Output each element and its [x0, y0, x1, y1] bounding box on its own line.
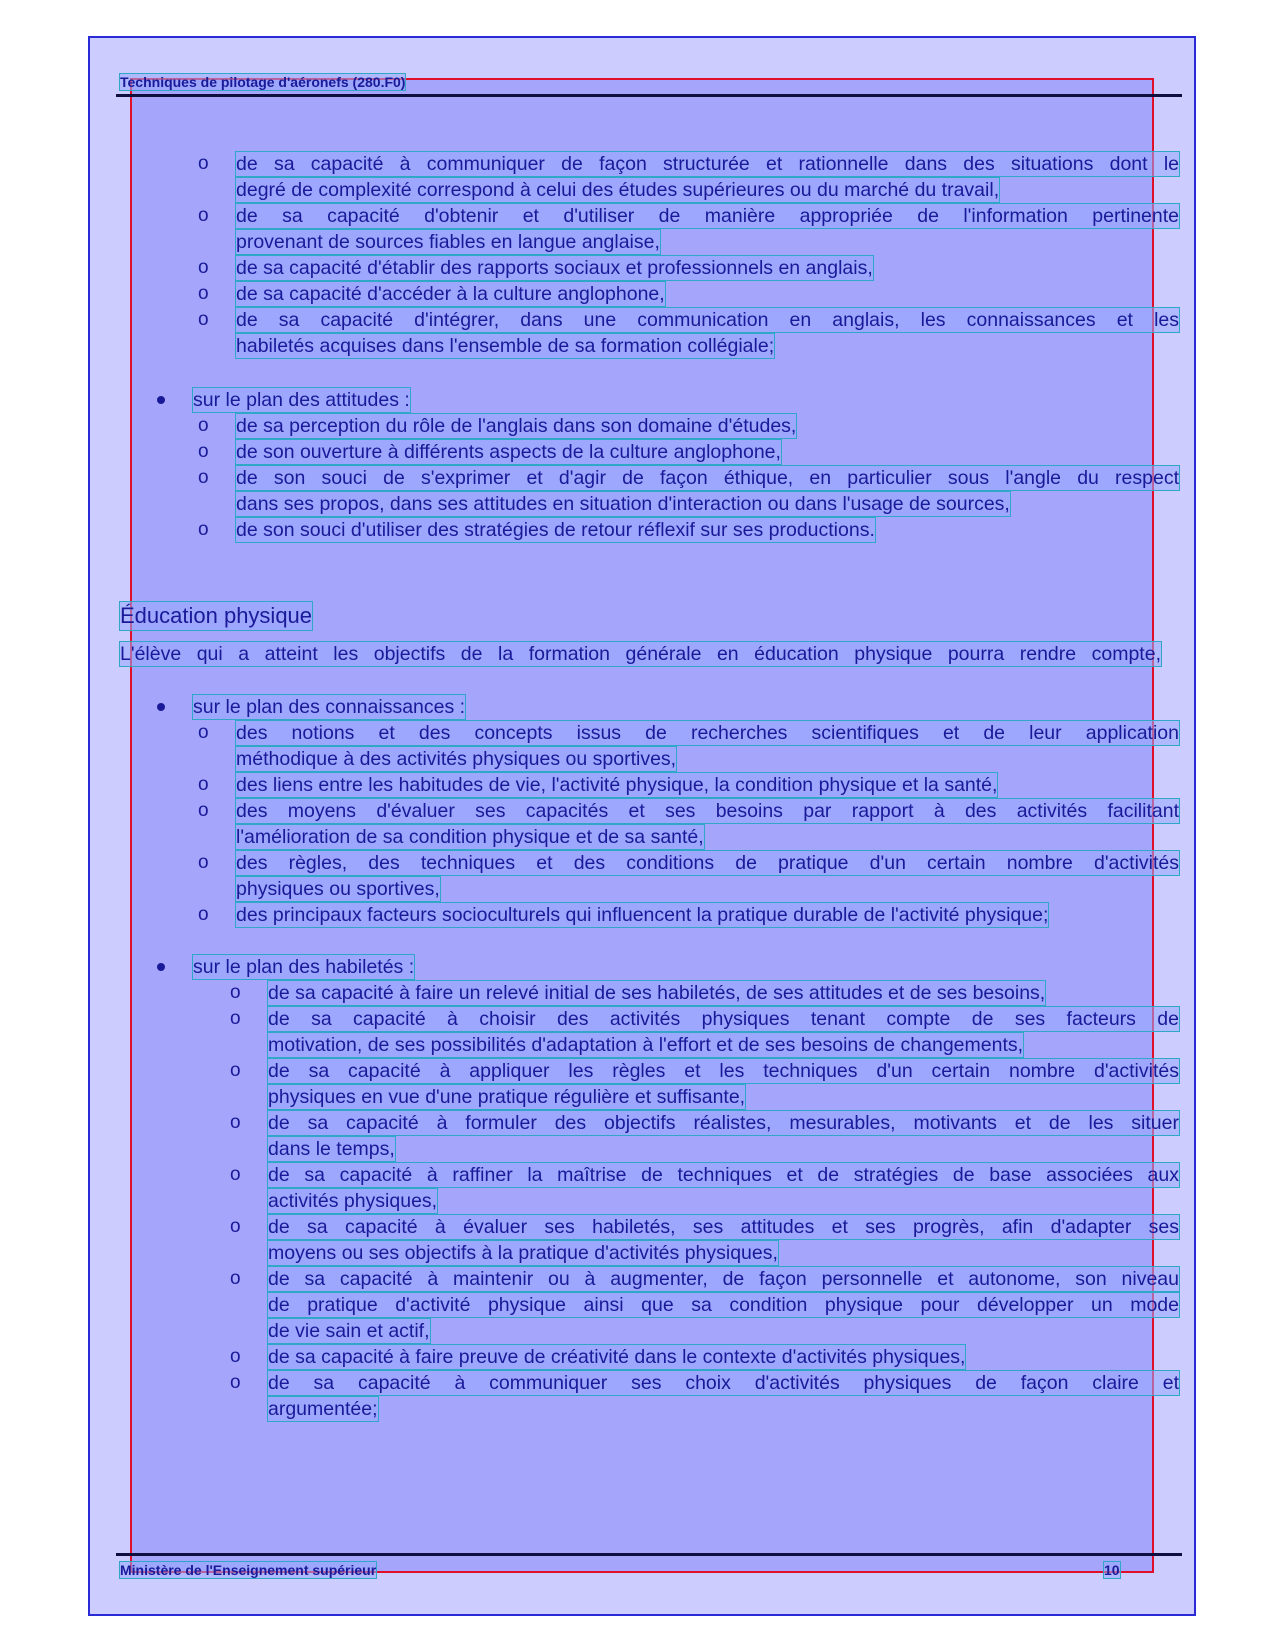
list-item: de sa capacité d'obtenir et d'utiliser de manière appropriée de l'information pertinente [236, 205, 1179, 227]
list-heading: sur le plan des habiletés : [193, 956, 415, 978]
list-item: de sa capacité à faire preuve de créativité dans le contexte d'activités physiques, [268, 1346, 966, 1368]
sub-bullet: o [230, 1008, 241, 1029]
sub-bullet: o [230, 1164, 241, 1185]
list-item-cont: habiletés acquises dans l'ensemble de sa formation collégiale; [236, 335, 775, 357]
list-item: des liens entre les habitudes de vie, l'activité physique, la condition physique et la santé, [236, 774, 998, 796]
sub-bullet: o [230, 982, 241, 1003]
list-item: de sa capacité d'accéder à la culture anglophone, [236, 283, 665, 305]
sub-bullet: o [198, 852, 209, 873]
bullet [157, 703, 165, 711]
sub-bullet: o [198, 415, 209, 436]
sub-bullet: o [198, 519, 209, 540]
list-item: de son ouverture à différents aspects de la culture anglophone, [236, 441, 781, 463]
sub-bullet: o [198, 283, 209, 304]
running-header: Techniques de pilotage d'aéronefs (280.F0) [120, 74, 406, 90]
header-rule [116, 94, 1182, 97]
sub-bullet: o [198, 441, 209, 462]
sub-bullet: o [230, 1216, 241, 1237]
list-item-cont: dans ses propos, dans ses attitudes en situation d'interaction ou dans l'usage de sources, [236, 493, 1010, 515]
list-item: de sa capacité à appliquer les règles et les techniques d'un certain nombre d'activités [268, 1060, 1179, 1082]
sub-bullet: o [198, 722, 209, 743]
sub-bullet: o [198, 257, 209, 278]
list-item: des notions et des concepts issus de recherches scientifiques et de leur application [236, 722, 1179, 744]
sub-bullet: o [198, 467, 209, 488]
sub-bullet: o [198, 205, 209, 226]
list-item: de sa capacité à maintenir ou à augmenter, de façon personnelle et autonome, son niveau [268, 1268, 1179, 1290]
sub-bullet: o [230, 1060, 241, 1081]
list-item: de sa capacité d'intégrer, dans une communication en anglais, les connaissances et les [236, 309, 1179, 331]
list-item-cont: physiques en vue d'une pratique régulière et suffisante, [268, 1086, 746, 1108]
sub-bullet: o [198, 904, 209, 925]
sub-bullet: o [198, 800, 209, 821]
list-item: de sa capacité d'établir des rapports sociaux et professionnels en anglais, [236, 257, 873, 279]
footer-rule [116, 1553, 1182, 1556]
sub-bullet: o [230, 1372, 241, 1393]
list-item: de sa capacité à communiquer ses choix d'activités physiques de façon claire et [268, 1372, 1179, 1394]
list-item: de sa capacité à évaluer ses habiletés, ses attitudes et ses progrès, afin d'adapter ses [268, 1216, 1179, 1238]
list-item-cont: dans le temps, [268, 1138, 395, 1160]
list-item: de sa capacité à raffiner la maîtrise de techniques et de stratégies de base associées aux [268, 1164, 1179, 1186]
list-item: des règles, des techniques et des conditions de pratique d'un certain nombre d'activités [236, 852, 1179, 874]
list-item: de son souci de s'exprimer et d'agir de façon éthique, en particulier sous l'angle du respect [236, 467, 1179, 489]
sub-bullet: o [198, 153, 209, 174]
bullet [157, 396, 165, 404]
sub-bullet: o [230, 1346, 241, 1367]
list-item-cont: de pratique d'activité physique ainsi que sa condition physique pour développer un mode [268, 1294, 1179, 1316]
list-item: de sa capacité à formuler des objectifs réalistes, mesurables, motivants et de les situer [268, 1112, 1179, 1134]
list-item-cont: physiques ou sportives, [236, 878, 440, 900]
running-footer: Ministère de l'Enseignement supérieur [120, 1562, 377, 1578]
list-item: de sa capacité à faire un relevé initial de ses habiletés, de ses attitudes et de ses besoins, [268, 982, 1046, 1004]
bullet [157, 963, 165, 971]
list-item-cont: l'amélioration de sa condition physique et de sa santé, [236, 826, 704, 848]
list-heading: sur le plan des connaissances : [193, 696, 466, 718]
list-item-cont: argumentée; [268, 1398, 378, 1420]
list-item: des moyens d'évaluer ses capacités et ses besoins par rapport à des activités facilitant [236, 800, 1179, 822]
list-item: de son souci d'utiliser des stratégies de retour réflexif sur ses productions. [236, 519, 875, 541]
list-item-cont: de vie sain et actif, [268, 1320, 430, 1342]
sub-bullet: o [198, 309, 209, 330]
list-item-cont: méthodique à des activités physiques ou sportives, [236, 748, 677, 770]
list-item: de sa perception du rôle de l'anglais dans son domaine d'études, [236, 415, 797, 437]
list-item: de sa capacité à communiquer de façon structurée et rationnelle dans des situations dont le [236, 153, 1179, 175]
list-heading: sur le plan des attitudes : [193, 389, 410, 411]
list-item-cont: motivation, de ses possibilités d'adaptation à l'effort et de ses besoins de changements, [268, 1034, 1024, 1056]
list-item-cont: provenant de sources fiables en langue anglaise, [236, 231, 660, 253]
list-item: de sa capacité à choisir des activités physiques tenant compte de ses facteurs de [268, 1008, 1179, 1030]
list-item-cont: degré de complexité correspond à celui des études supérieures ou du marché du travail, [236, 179, 1000, 201]
list-item-cont: moyens ou ses objectifs à la pratique d'activités physiques, [268, 1242, 778, 1264]
sub-bullet: o [198, 774, 209, 795]
sub-bullet: o [230, 1112, 241, 1133]
page-number: 10 [1104, 1562, 1120, 1578]
list-item: des principaux facteurs socioculturels qui influencent la pratique durable de l'activité physique; [236, 904, 1049, 926]
section-intro: L'élève qui a atteint les objectifs de la formation générale en éducation physique pourra rendre compte, [120, 643, 1161, 665]
list-item-cont: activités physiques, [268, 1190, 438, 1212]
sub-bullet: o [230, 1268, 241, 1289]
section-title: Éducation physique [120, 603, 313, 628]
